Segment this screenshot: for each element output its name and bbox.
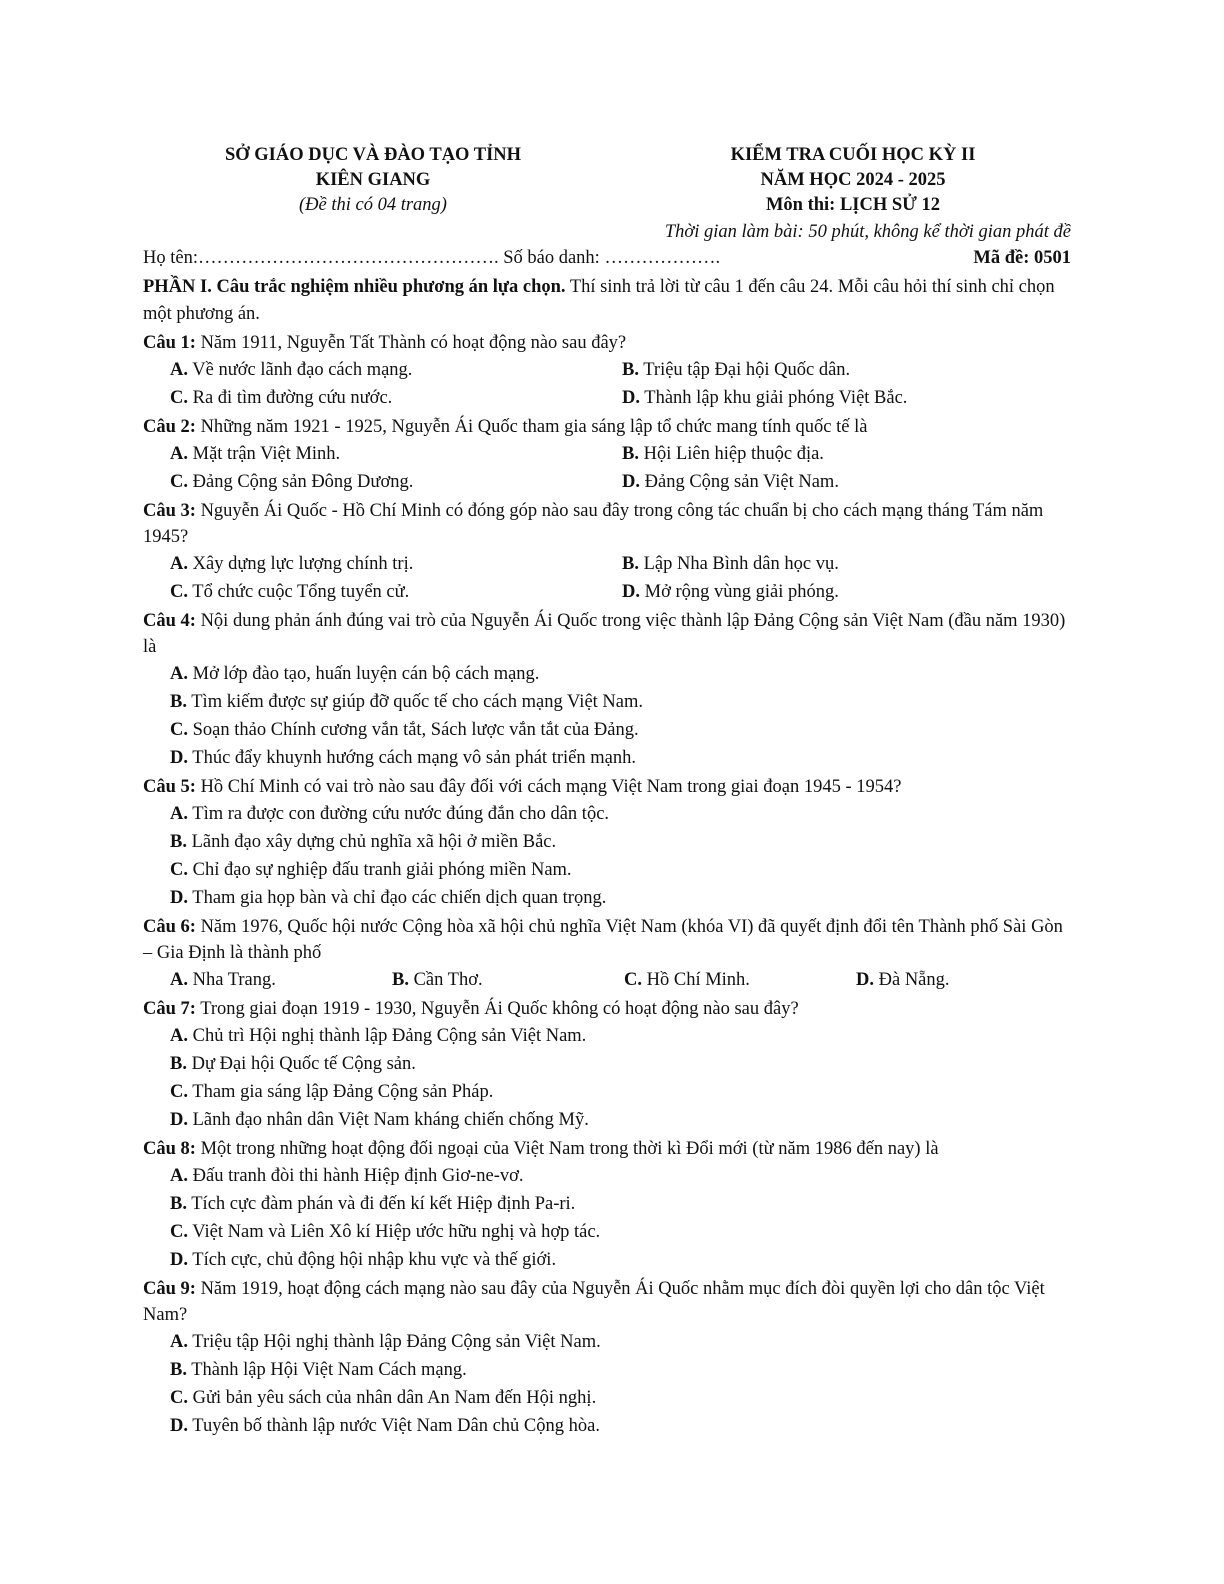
option-letter: D. (170, 888, 188, 908)
option-letter: A. (170, 1026, 188, 1046)
option-letter: C. (170, 1222, 188, 1242)
option-text: Tìm ra được con đường cứu nước đúng đắn cho dân tộc. (188, 804, 610, 824)
option-b (622, 356, 1072, 384)
option-d (856, 966, 1056, 994)
option-c (170, 468, 622, 496)
option-letter: B. (392, 970, 409, 990)
question-text: Năm 1919, hoạt động cách mạng nào sau đây của Nguyễn Ái Quốc nhằm mục đích đòi quyền lợi cho dân tộc Việt Nam? (143, 1279, 1045, 1325)
option-a (170, 800, 1071, 828)
option-text: Xây dựng lực lượng chính trị. (188, 554, 414, 574)
options (143, 550, 1071, 606)
question-text: Nguyễn Ái Quốc - Hồ Chí Minh có đóng góp nào sau đây trong công tác chuẩn bị cho cách mạng tháng Tám năm 1945? (143, 501, 1044, 547)
option-a (170, 966, 392, 994)
question-label: Câu 1: (143, 333, 196, 353)
option-d (622, 468, 1072, 496)
option-b (622, 550, 1072, 578)
option-text: Hồ Chí Minh. (642, 970, 750, 990)
option-text: Về nước lãnh đạo cách mạng. (188, 360, 413, 380)
option-text: Đấu tranh đòi thi hành Hiệp định Giơ-ne-vơ. (188, 1166, 524, 1186)
option-text: Tích cực, chủ động hội nhập khu vực và thế giới. (188, 1250, 557, 1270)
option-c (170, 856, 1071, 884)
option-text: Cần Thơ. (408, 970, 483, 990)
option-text: Lập Nha Bình dân học vụ. (638, 554, 839, 574)
option-text: Mở rộng vùng giải phóng. (640, 582, 839, 602)
option-b (170, 1190, 1071, 1218)
option-text: Mặt trận Việt Minh. (188, 444, 341, 464)
subject: Môn thi: LỊCH SỬ 12 (765, 195, 941, 215)
options (143, 1328, 1071, 1440)
option-c (624, 966, 856, 994)
option-c (170, 1218, 1071, 1246)
option-b (170, 828, 1071, 856)
option-c (170, 1078, 1071, 1106)
options (143, 1022, 1071, 1134)
question (143, 1136, 1071, 1162)
option-letter: D. (170, 1416, 188, 1436)
exam-info-block (633, 143, 1073, 218)
question-text: Những năm 1921 - 1925, Nguyễn Ái Quốc tham gia sáng lập tổ chức mang tính quốc tế là (195, 417, 868, 437)
option-text: Nha Trang. (188, 970, 276, 990)
option-letter: B. (622, 444, 639, 464)
option-letter: B. (170, 1194, 187, 1214)
option-letter: A. (170, 1332, 188, 1352)
option-d (170, 1246, 1071, 1274)
option-text: Lãnh đạo nhân dân Việt Nam kháng chiến chống Mỹ. (188, 1110, 589, 1130)
question-label: Câu 2: (143, 417, 196, 437)
option-b (170, 1356, 1071, 1384)
option-text: Thành lập khu giải phóng Việt Bắc. (640, 388, 908, 408)
question-label: Câu 4: (143, 611, 196, 631)
option-text: Đà Nẵng. (874, 970, 950, 990)
option-letter: C. (170, 472, 188, 492)
option-d (622, 384, 1072, 412)
option-text: Triệu tập Hội nghị thành lập Đảng Cộng sản Việt Nam. (188, 1332, 601, 1352)
option-text: Dự Đại hội Quốc tế Cộng sản. (186, 1054, 416, 1074)
department-block (143, 143, 603, 218)
option-letter: B. (622, 554, 639, 574)
question-text: Trong giai đoạn 1919 - 1930, Nguyễn Ái Quốc không có hoạt động nào sau đây? (195, 999, 799, 1019)
student-name-field: Họ tên:…………………………………………. Số báo danh: ………………. (143, 248, 721, 268)
option-text: Lãnh đạo xây dựng chủ nghĩa xã hội ở miền Bắc. (186, 832, 557, 852)
options (143, 800, 1071, 912)
option-a (170, 660, 1071, 688)
question-label: Câu 3: (143, 501, 196, 521)
option-letter: B. (170, 692, 187, 712)
province-name: KIÊN GIANG (315, 170, 431, 190)
option-text: Tích cực đàm phán và đi đến kí kết Hiệp định Pa-ri. (186, 1194, 576, 1214)
option-b (392, 966, 624, 994)
option-text: Thành lập Hội Việt Nam Cách mạng. (186, 1360, 467, 1380)
option-letter: A. (170, 554, 188, 574)
option-text: Đảng Cộng sản Việt Nam. (640, 472, 839, 492)
option-letter: C. (170, 388, 188, 408)
option-letter: C. (170, 860, 188, 880)
part-1-intro (143, 274, 1071, 328)
options (143, 356, 1071, 412)
part-1-title: PHẦN I. Câu trắc nghiệm nhiều phương án lựa chọn. (143, 277, 566, 297)
page-count-note: (Đề thi có 04 trang) (299, 195, 447, 215)
option-b (622, 440, 1072, 468)
exam-page (143, 143, 1071, 1440)
question (143, 914, 1071, 966)
option-letter: D. (622, 582, 640, 602)
option-d (170, 744, 1071, 772)
question (143, 608, 1071, 660)
option-letter: D. (622, 472, 640, 492)
question (143, 996, 1071, 1022)
question (143, 498, 1071, 550)
question-label: Câu 8: (143, 1139, 196, 1159)
option-text: Soạn thảo Chính cương vắn tắt, Sách lược vắn tắt của Đảng. (188, 720, 639, 740)
question-text: Năm 1976, Quốc hội nước Cộng hòa xã hội chủ nghĩa Việt Nam (khóa VI) đã quyết định đổi tên Thành phố Sài Gòn – Gia Định là thành phố (143, 917, 1063, 963)
option-letter: D. (170, 1250, 188, 1270)
option-text: Thúc đẩy khuynh hướng cách mạng vô sản phát triển mạnh. (188, 748, 636, 768)
question (143, 330, 1071, 356)
question-text: Năm 1911, Nguyễn Tất Thành có hoạt động nào sau đây? (195, 333, 627, 353)
question (143, 414, 1071, 440)
option-text: Việt Nam và Liên Xô kí Hiệp ước hữu nghị và hợp tác. (188, 1222, 601, 1242)
option-c (170, 384, 622, 412)
option-text: Đảng Cộng sản Đông Dương. (188, 472, 414, 492)
question-label: Câu 7: (143, 999, 196, 1019)
option-c (170, 1384, 1071, 1412)
option-letter: A. (170, 444, 188, 464)
option-text: Tham gia họp bàn và chỉ đạo các chiến dịch quan trọng. (188, 888, 607, 908)
option-b (170, 688, 1071, 716)
option-letter: A. (170, 664, 188, 684)
option-letter: D. (856, 970, 874, 990)
option-text: Tham gia sáng lập Đảng Cộng sản Pháp. (188, 1082, 494, 1102)
option-d (170, 1412, 1071, 1440)
option-letter: A. (170, 1166, 188, 1186)
options (143, 1162, 1071, 1274)
option-d (170, 884, 1071, 912)
exam-header (143, 143, 1071, 223)
option-letter: C. (170, 1388, 188, 1408)
option-a (170, 440, 622, 468)
exam-title: KIỂM TRA CUỐI HỌC KỲ II (730, 145, 976, 165)
option-a (170, 1162, 1071, 1190)
option-letter: B. (170, 832, 187, 852)
option-c (170, 716, 1071, 744)
option-a (170, 550, 622, 578)
option-b (170, 1050, 1071, 1078)
student-info-line (143, 245, 1071, 271)
option-letter: C. (624, 970, 642, 990)
time-limit: Thời gian làm bài: 50 phút, không kể thời gian phát đề (664, 222, 1071, 242)
option-text: Triệu tập Đại hội Quốc dân. (638, 360, 851, 380)
department-name: SỞ GIÁO DỤC VÀ ĐÀO TẠO TỈNH (224, 145, 522, 165)
option-letter: D. (170, 748, 188, 768)
option-letter: A. (170, 804, 188, 824)
option-letter: D. (170, 1110, 188, 1130)
school-year: NĂM HỌC 2024 - 2025 (760, 170, 946, 190)
part-1-instruction: Thí sinh trả lời từ câu 1 đến câu 24. Mỗi câu hỏi thí sinh chỉ chọn một phương án. (143, 277, 1055, 324)
option-text: Chỉ đạo sự nghiệp đấu tranh giải phóng miền Nam. (188, 860, 572, 880)
options (143, 440, 1071, 496)
options (143, 966, 1071, 994)
option-letter: B. (170, 1054, 187, 1074)
option-text: Tìm kiếm được sự giúp đỡ quốc tế cho cách mạng Việt Nam. (186, 692, 644, 712)
option-text: Gửi bản yêu sách của nhân dân An Nam đến Hội nghị. (188, 1388, 597, 1408)
question-label: Câu 6: (143, 917, 196, 937)
option-a (170, 1022, 1071, 1050)
option-d (622, 578, 1072, 606)
question-text: Nội dung phản ánh đúng vai trò của Nguyễn Ái Quốc trong việc thành lập Đảng Cộng sản Việt Nam (đầu năm 1930) là (143, 611, 1066, 657)
option-d (170, 1106, 1071, 1134)
question-label: Câu 5: (143, 777, 196, 797)
option-a (170, 1328, 1071, 1356)
option-text: Tuyên bố thành lập nước Việt Nam Dân chủ Cộng hòa. (188, 1416, 600, 1436)
option-a (170, 356, 622, 384)
option-letter: C. (170, 1082, 188, 1102)
option-letter: A. (170, 360, 188, 380)
option-text: Hội Liên hiệp thuộc địa. (638, 444, 824, 464)
option-letter: A. (170, 970, 188, 990)
option-letter: C. (170, 582, 188, 602)
question-text: Hồ Chí Minh có vai trò nào sau đây đối với cách mạng Việt Nam trong giai đoạn 1945 - 1954? (195, 777, 902, 797)
option-letter: B. (622, 360, 639, 380)
question (143, 1276, 1071, 1328)
option-text: Tổ chức cuộc Tổng tuyển cử. (188, 582, 410, 602)
option-text: Ra đi tìm đường cứu nước. (188, 388, 393, 408)
option-text: Chủ trì Hội nghị thành lập Đảng Cộng sản Việt Nam. (188, 1026, 587, 1046)
option-letter: C. (170, 720, 188, 740)
question-text: Một trong những hoạt động đối ngoại của Việt Nam trong thời kì Đổi mới (từ năm 1986 đến nay) là (195, 1139, 939, 1159)
option-c (170, 578, 622, 606)
option-letter: B. (170, 1360, 187, 1380)
question (143, 774, 1071, 800)
option-letter: D. (622, 388, 640, 408)
exam-code: Mã đề: 0501 (973, 248, 1071, 268)
option-text: Mở lớp đào tạo, huấn luyện cán bộ cách mạng. (188, 664, 540, 684)
question-label: Câu 9: (143, 1279, 196, 1299)
options (143, 660, 1071, 772)
